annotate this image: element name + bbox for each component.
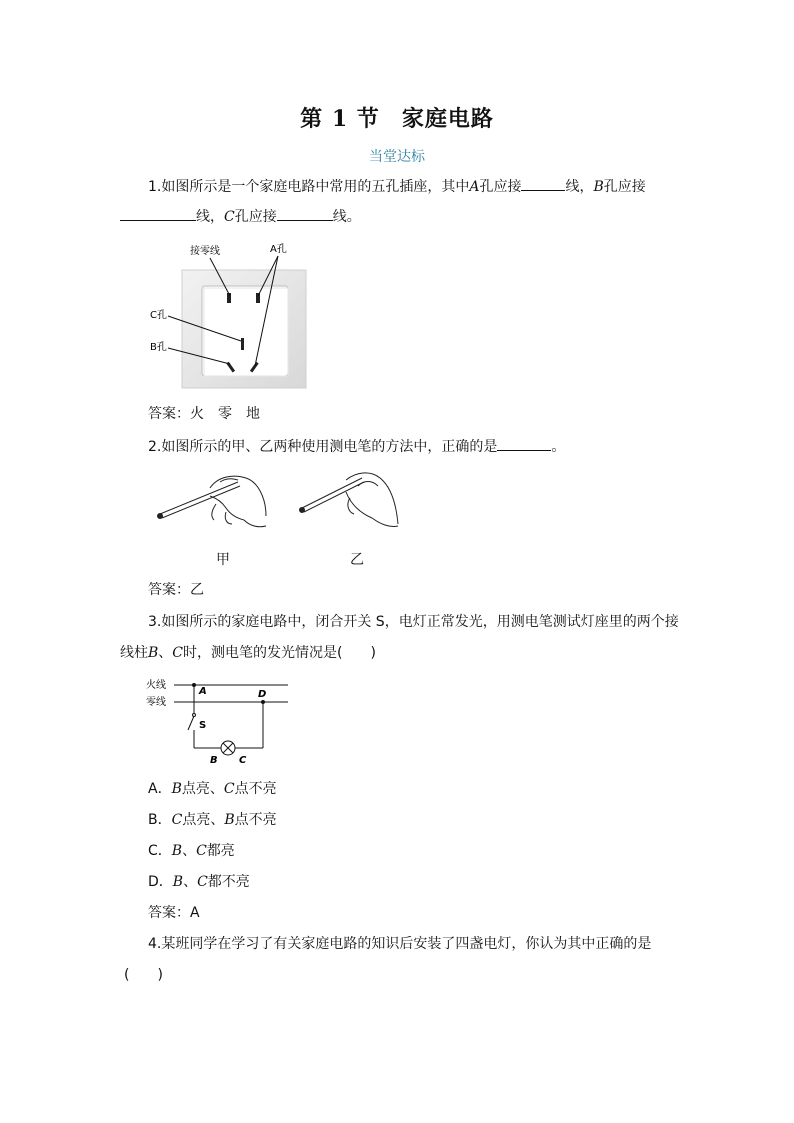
q1-answer: 答案：火 零 地 xyxy=(148,406,260,422)
option-point: B xyxy=(224,812,235,828)
q3-option-a[interactable] xyxy=(148,779,277,799)
option-point: C xyxy=(197,874,208,890)
q1-line2 xyxy=(120,206,361,227)
circuit-figure xyxy=(146,674,296,770)
q1-text: 孔应接 xyxy=(479,179,522,195)
q3-answer: 答案：A xyxy=(148,905,200,921)
option-text: 点亮、 xyxy=(181,781,224,797)
hand-yi xyxy=(300,473,399,527)
q1-blank-a[interactable] xyxy=(521,176,565,191)
option-prefix: C． xyxy=(148,843,172,859)
section-subtitle: 当堂达标 xyxy=(369,149,425,165)
q2-blank[interactable] xyxy=(497,436,551,451)
label-b-hole: B孔 xyxy=(150,342,167,353)
label-point-b: B xyxy=(210,755,218,766)
q3-option-d[interactable] xyxy=(148,872,250,892)
option-point: C xyxy=(196,843,207,859)
hand-jia xyxy=(158,476,267,527)
option-prefix: B． xyxy=(148,812,172,828)
q4-line2: ( ) xyxy=(124,967,163,983)
q4-line1: 4.某班同学在学习了有关家庭电路的知识后安装了四盏电灯，你认为其中正确的是 xyxy=(148,936,652,952)
q1-label-a: A xyxy=(469,179,480,195)
label-switch: S xyxy=(199,720,207,731)
socket-hole-c xyxy=(241,338,244,350)
option-point: C xyxy=(223,781,235,797)
socket-hole-a xyxy=(256,293,260,303)
label-c-hole: C孔 xyxy=(150,310,167,321)
option-point: B xyxy=(171,843,183,859)
option-point: C xyxy=(171,812,183,828)
q2-answer: 答案：乙 xyxy=(148,582,204,598)
socket-face xyxy=(202,286,288,376)
page-title xyxy=(0,102,794,133)
q1-text: 孔应接 xyxy=(234,209,277,225)
q1-blank-b[interactable] xyxy=(120,206,196,221)
socket-figure xyxy=(140,238,310,393)
q1-text: 线， xyxy=(196,209,224,225)
switch-s xyxy=(188,716,194,730)
q3-line2 xyxy=(120,643,376,663)
q3-text: 线柱 xyxy=(120,645,148,661)
q1-label-b: B xyxy=(593,179,604,195)
option-point: B xyxy=(171,781,182,797)
q2-line1 xyxy=(148,436,565,457)
option-text: 、 xyxy=(182,843,197,859)
q1-text: 1.如图所示是一个家庭电路中常用的五孔插座，其中 xyxy=(148,179,470,195)
option-point: B xyxy=(172,874,184,890)
test-pen-figure xyxy=(150,468,410,548)
label-neutral: 接零线 xyxy=(190,246,220,257)
option-prefix: A． xyxy=(148,781,172,797)
option-text: 点不亮 xyxy=(234,812,277,828)
title-section: 第 1 节 xyxy=(300,106,380,132)
q1-label-c: C xyxy=(224,209,235,225)
q2-label-jia: 甲 xyxy=(216,552,230,568)
q1-line1 xyxy=(148,176,646,197)
q1-text: 线。 xyxy=(332,209,361,225)
label-point-c: C xyxy=(239,755,247,766)
label-point-d: D xyxy=(258,689,267,700)
option-text: 、 xyxy=(183,874,198,890)
q3-text: 、 xyxy=(158,645,173,661)
q3-option-b[interactable] xyxy=(148,810,277,830)
q3-label-b: B xyxy=(148,645,159,661)
q3-text: 时，测电笔的发光情况是( ) xyxy=(183,645,376,661)
q3-line1: 3.如图所示的家庭电路中，闭合开关 S，电灯正常发光，用测电笔测试灯座里的两个接 xyxy=(148,614,679,630)
q3-option-c[interactable] xyxy=(148,841,235,861)
label-point-a: A xyxy=(199,686,207,697)
q1-text: 线， xyxy=(565,179,594,195)
option-text: 点不亮 xyxy=(234,781,277,797)
label-neutral-wire: 零线 xyxy=(146,697,166,708)
q3-label-c: C xyxy=(172,645,184,661)
q2-text: 2.如图所示的甲、乙两种使用测电笔的方法中，正确的是 xyxy=(148,439,498,455)
q2-label-yi: 乙 xyxy=(350,552,364,568)
option-text: 都不亮 xyxy=(207,874,250,890)
q1-text: 孔应接 xyxy=(603,179,646,195)
q1-blank-c[interactable] xyxy=(277,206,333,221)
option-text: 都亮 xyxy=(206,843,235,859)
option-prefix: D． xyxy=(148,874,173,890)
option-text: 点亮、 xyxy=(182,812,225,828)
title-topic: 家庭电路 xyxy=(401,106,494,132)
q2-text-end: 。 xyxy=(551,439,566,455)
label-live-wire: 火线 xyxy=(146,680,166,691)
label-a-hole: A孔 xyxy=(270,244,287,255)
